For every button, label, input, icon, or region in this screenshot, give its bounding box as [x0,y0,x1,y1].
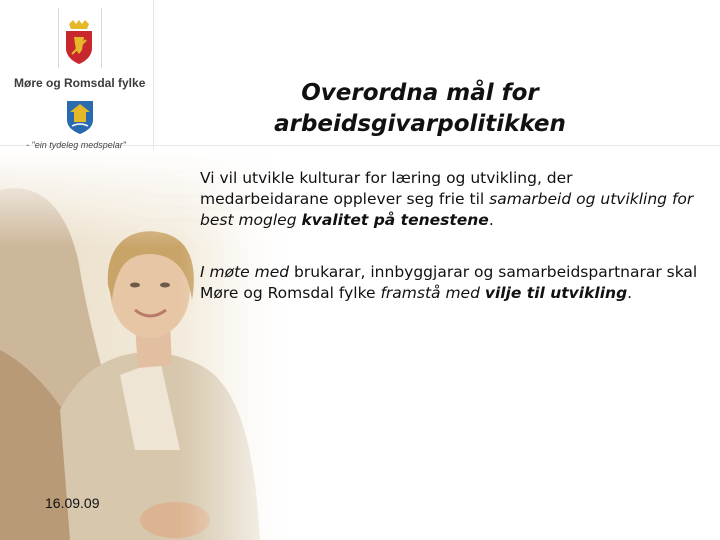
county-name: Møre og Romsdal fylke [14,76,146,90]
p2-italic: framstå med [380,284,485,302]
paragraph-culture [200,168,700,231]
p2-text: brukarar, innbyggjarar og samarbeidspartnarar skal Møre og Romsdal fylke [200,263,698,302]
p1-end: . [488,211,494,229]
title-line-1: Overordna mål for [301,80,539,106]
header-vertical-divider [153,0,154,150]
p1-italic: samarbeid og utvikling for best mogleg [200,190,694,229]
slide-title [210,78,630,140]
slide-date: 16.09.09 [45,495,100,511]
p2-end: . [627,284,633,302]
norwegian-coat-of-arms-icon [62,20,96,64]
p1-text: Vi vil utvikle kulturar for læring og utvikling, der medarbeidarane opplever seg frie til [200,169,573,208]
paragraph-meeting [200,262,700,304]
p2-bold: vilje til utvikling [484,284,628,302]
county-logo-block [0,0,153,145]
title-line-2: arbeidsgivarpolitikken [274,111,566,137]
county-shield-icon [66,100,94,134]
p2-italic-start: I møte med [200,263,290,281]
p1-bold: kvalitet på tenestene [301,211,489,229]
tagline: - "ein tydeleg medspelar" [26,140,126,150]
